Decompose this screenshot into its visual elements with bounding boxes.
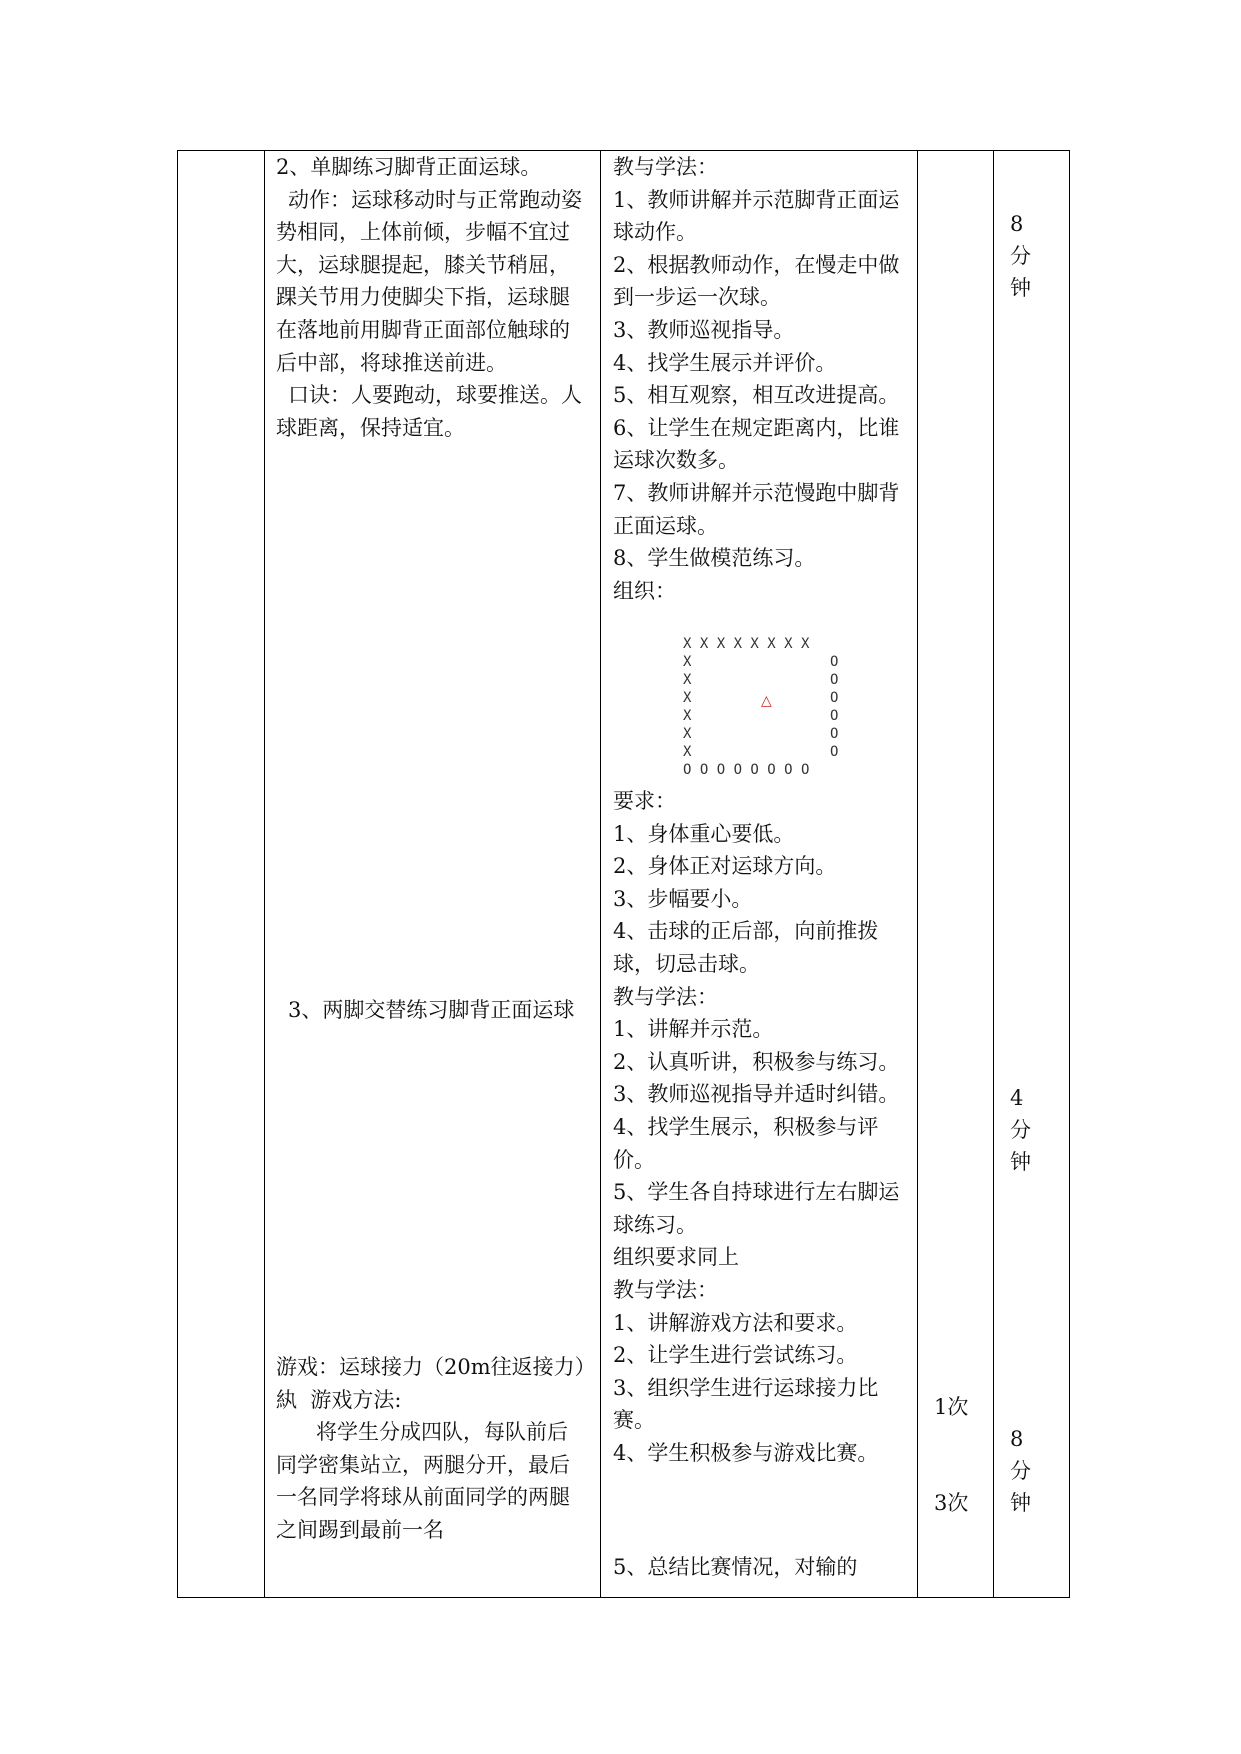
formation-bottom-row: O O O O O O O O (683, 762, 810, 778)
repetition-count: 3次 (934, 1491, 969, 1515)
method-item: 5、相互观察，相互改进提高。 (613, 383, 900, 408)
repetition-count: 1次 (934, 1395, 969, 1419)
method-item: 1、讲解并示范。 (613, 1017, 774, 1042)
duration-block (1010, 208, 1050, 304)
method-item: 2、根据教师动作，在慢走中做到一步运一次球。 (613, 252, 900, 310)
method-item: 要求： (613, 789, 676, 813)
duration-unit: 分 (1010, 244, 1031, 268)
duration-block (1010, 1082, 1050, 1178)
formation-right-marker: O (830, 708, 839, 724)
content-item-game-title: 游戏：运球接力（20m往返接力） (276, 1355, 596, 1379)
duration-number: 8 (1010, 212, 1024, 236)
method-item: 5、总结比赛情况，对输的 (613, 1555, 858, 1579)
formation-diagram (683, 637, 913, 777)
formation-left-marker: X (683, 726, 692, 742)
column-divider (600, 151, 601, 1597)
formation-right-marker: O (830, 654, 839, 670)
method-block-1 (613, 151, 909, 607)
method-item: 1、教师讲解并示范脚背正面运球动作。 (613, 187, 900, 245)
method-item: 6、让学生在规定距离内，比谁运球次数多。 (613, 415, 900, 473)
formation-right-marker: O (830, 744, 839, 760)
content-item-title: 2、单脚练习脚背正面运球。 (276, 155, 542, 179)
method-item: 组织要求同上 (613, 1245, 739, 1270)
method-item: 3、教师巡视指导并适时纠错。 (613, 1082, 900, 1107)
method-item: 3、组织学生进行运球接力比赛。 (613, 1375, 879, 1433)
duration-number: 8 (1010, 1427, 1024, 1451)
duration-unit: 分 (1010, 1118, 1031, 1142)
formation-left-marker: X (683, 654, 692, 670)
formation-right-marker: O (830, 672, 839, 688)
duration-unit: 钟 (1010, 1150, 1031, 1174)
formation-left-marker: X (683, 708, 692, 724)
column-divider (917, 151, 918, 1597)
duration-unit: 钟 (1010, 276, 1031, 300)
method-item: 组织： (613, 578, 676, 603)
formation-top-row: X X X X X X X X (683, 636, 810, 652)
method-item: 2、让学生进行尝试练习。 (613, 1343, 858, 1368)
method-block-2 (613, 785, 909, 1469)
content-item-action: 动作：运球移动时与正常跑动姿势相同，上体前倾，步幅不宜过大，运球腿提起，膝关节稍屈，踝关节用力使脚尖下指，运球腿在落地前用脚背正面部位触球的后中部，将球推送前进。 (276, 187, 582, 375)
formation-left-marker: X (683, 672, 692, 688)
method-item: 2、身体正对运球方向。 (613, 854, 837, 879)
duration-unit: 钟 (1010, 1491, 1031, 1515)
content-block-single-foot (276, 151, 588, 444)
method-item: 4、击球的正后部，向前推拨球，切忌击球。 (613, 919, 879, 976)
method-item: 1、身体重心要低。 (613, 821, 795, 846)
method-block-3 (613, 1551, 909, 1584)
content-item-game-description: 将学生分成四队，每队前后同学密集站立，两腿分开，最后一名同学将球从前面同学的两腿之间踢到最前一名 (276, 1420, 570, 1542)
teacher-triangle-icon: △ (761, 693, 772, 709)
method-item: 2、认真听讲，积极参与练习。 (613, 1049, 900, 1074)
column-divider (993, 151, 994, 1597)
formation-left-marker: X (683, 690, 692, 706)
method-item: 教与学法： (613, 155, 718, 179)
content-block-alternating-feet (276, 994, 588, 1027)
duration-block (1010, 1423, 1050, 1519)
content-item-mnemonic: 口诀：人要跑动，球要推送。人球距离，保持适宜。 (276, 383, 582, 440)
formation-right-marker: O (830, 690, 839, 706)
method-item: 7、教师讲解并示范慢跑中脚背正面运球。 (613, 480, 900, 538)
content-item-game-method: 紈 游戏方法: (276, 1387, 402, 1412)
method-item: 1、讲解游戏方法和要求。 (613, 1310, 858, 1335)
method-item: 教与学法： (613, 984, 718, 1009)
method-item: 5、学生各自持球进行左右脚运球练习。 (613, 1180, 900, 1237)
column-divider (264, 151, 265, 1597)
content-block-game (276, 1351, 596, 1547)
method-item: 教与学法： (613, 1277, 718, 1302)
duration-number: 4 (1010, 1086, 1024, 1110)
method-item: 4、找学生展示，积极参与评价。 (613, 1114, 879, 1172)
method-item: 4、学生积极参与游戏比赛。 (613, 1440, 879, 1465)
method-item: 3、步幅要小。 (613, 886, 753, 911)
formation-left-marker: X (683, 744, 692, 760)
lesson-plan-table (177, 150, 1070, 1598)
method-item: 8、学生做模范练习。 (613, 546, 816, 571)
duration-unit: 分 (1010, 1459, 1031, 1483)
method-item: 4、找学生展示并评价。 (613, 350, 837, 375)
formation-right-marker: O (830, 726, 839, 742)
method-item: 3、教师巡视指导。 (613, 317, 795, 342)
content-item-title: 3、两脚交替练习脚背正面运球 (288, 998, 575, 1022)
